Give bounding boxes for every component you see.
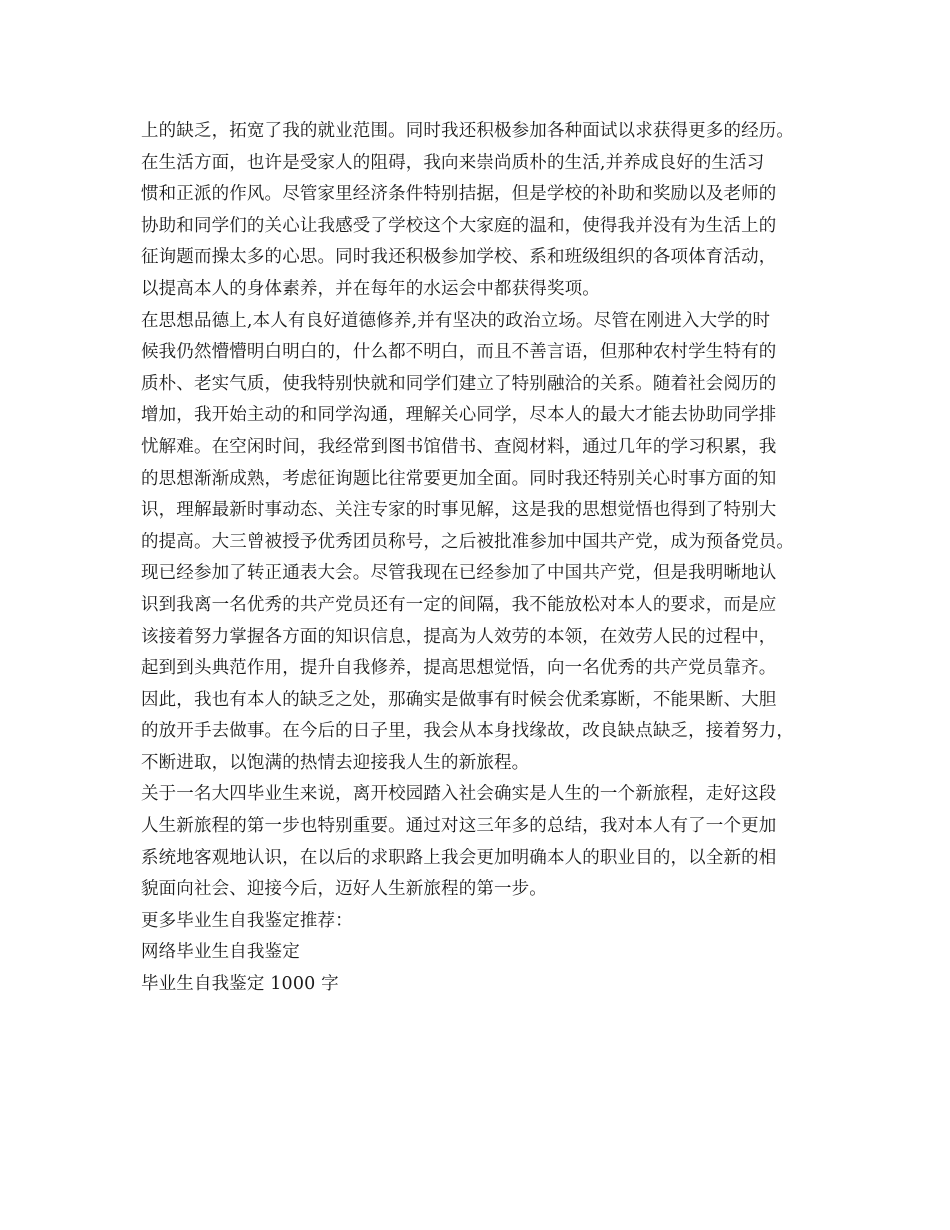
text-line: 现已经参加了转正通表大会。尽管我现在已经参加了中国共产党，但是我明晰地认 (141, 563, 777, 584)
text-line: 起到到头典范作用，提升自我修养，提高思想觉悟，向一名优秀的共产党员靠齐。 (141, 658, 777, 679)
text-line: 人生新旅程的第一步也特别重要。通过对这三年多的总结，我对本人有了一个更加 (141, 816, 777, 837)
text-line: 不断进取，以饱满的热情去迎接我人生的新旅程。 (141, 752, 530, 773)
text-line: 识到我离一名优秀的共产党员还有一定的间隔，我不能放松对本人的要求，而是应 (141, 594, 777, 615)
text-line: 网络毕业生自我鉴定 (141, 942, 300, 963)
text-line: 质朴、老实气质，使我特别快就和同学们建立了特别融洽的关系。随着社会阅历的 (141, 373, 777, 394)
text-line: 貌面向社会、迎接今后，迈好人生新旅程的第一步。 (141, 879, 547, 900)
text-line: 系统地客观地认识，在以后的求职路上我会更加明确本人的职业目的，以全新的相 (141, 847, 777, 868)
text-line: 协助和同学们的关心让我感受了学校这个大家庭的温和，使得我并没有为生活上的 (141, 215, 777, 236)
text-line: 的放开手去做事。在今后的日子里，我会从本身找缘故，改良缺点缺乏，接着努力， (141, 721, 795, 742)
text-line: 因此，我也有本人的缺乏之处，那确实是做事有时候会优柔寡断，不能果断、大胆 (141, 689, 777, 710)
text-line: 候我仍然懵懵明白明白的，什么都不明白，而且不善言语，但那种农村学生特有的 (141, 342, 777, 363)
text-line: 毕业生自我鉴定 1000 字 (141, 974, 339, 995)
text-line: 增加，我开始主动的和同学沟通，理解关心同学，尽本人的最大才能去协助同学排 (141, 405, 777, 426)
text-line: 在思想品德上,本人有良好道德修养,并有坚决的政治立场。尽管在刚进入大学的时 (141, 310, 771, 331)
text-line: 以提高本人的身体素养，并在每年的水运会中都获得奖项。 (141, 278, 600, 299)
text-line: 的思想渐渐成熟，考虑征询题比往常要更加全面。同时我还特别关心时事方面的知 (141, 468, 777, 489)
document-body (141, 116, 841, 1001)
text-line: 关于一名大四毕业生来说，离开校园踏入社会确实是人生的一个新旅程，走好这段 (141, 784, 777, 805)
text-line: 更多毕业生自我鉴定推荐： (141, 910, 353, 931)
text-line: 的提高。大三曾被授予优秀团员称号，之后被批准参加中国共产党，成为预备党员。 (141, 531, 795, 552)
text-line: 该接着努力掌握各方面的知识信息，提高为人效劳的本领，在效劳人民的过程中， (141, 626, 777, 647)
text-line: 忧解难。在空闲时间，我经常到图书馆借书、查阅材料，通过几年的学习积累，我 (141, 436, 777, 457)
text-line: 惯和正派的作风。尽管家里经济条件特别拮据，但是学校的补助和奖励以及老师的 (141, 184, 777, 205)
text-line: 识，理解最新时事动态、关注专家的时事见解，这是我的思想觉悟也得到了特别大 (141, 500, 777, 521)
text-line: 在生活方面，也许是受家人的阻碍，我向来崇尚质朴的生活,并养成良好的生活习 (141, 152, 765, 173)
text-line: 上的缺乏，拓宽了我的就业范围。同时我还积极参加各种面试以求获得更多的经历。 (141, 121, 795, 141)
text-line: 征询题而操太多的心思。同时我还积极参加学校、系和班级组织的各项体育活动， (141, 247, 777, 268)
